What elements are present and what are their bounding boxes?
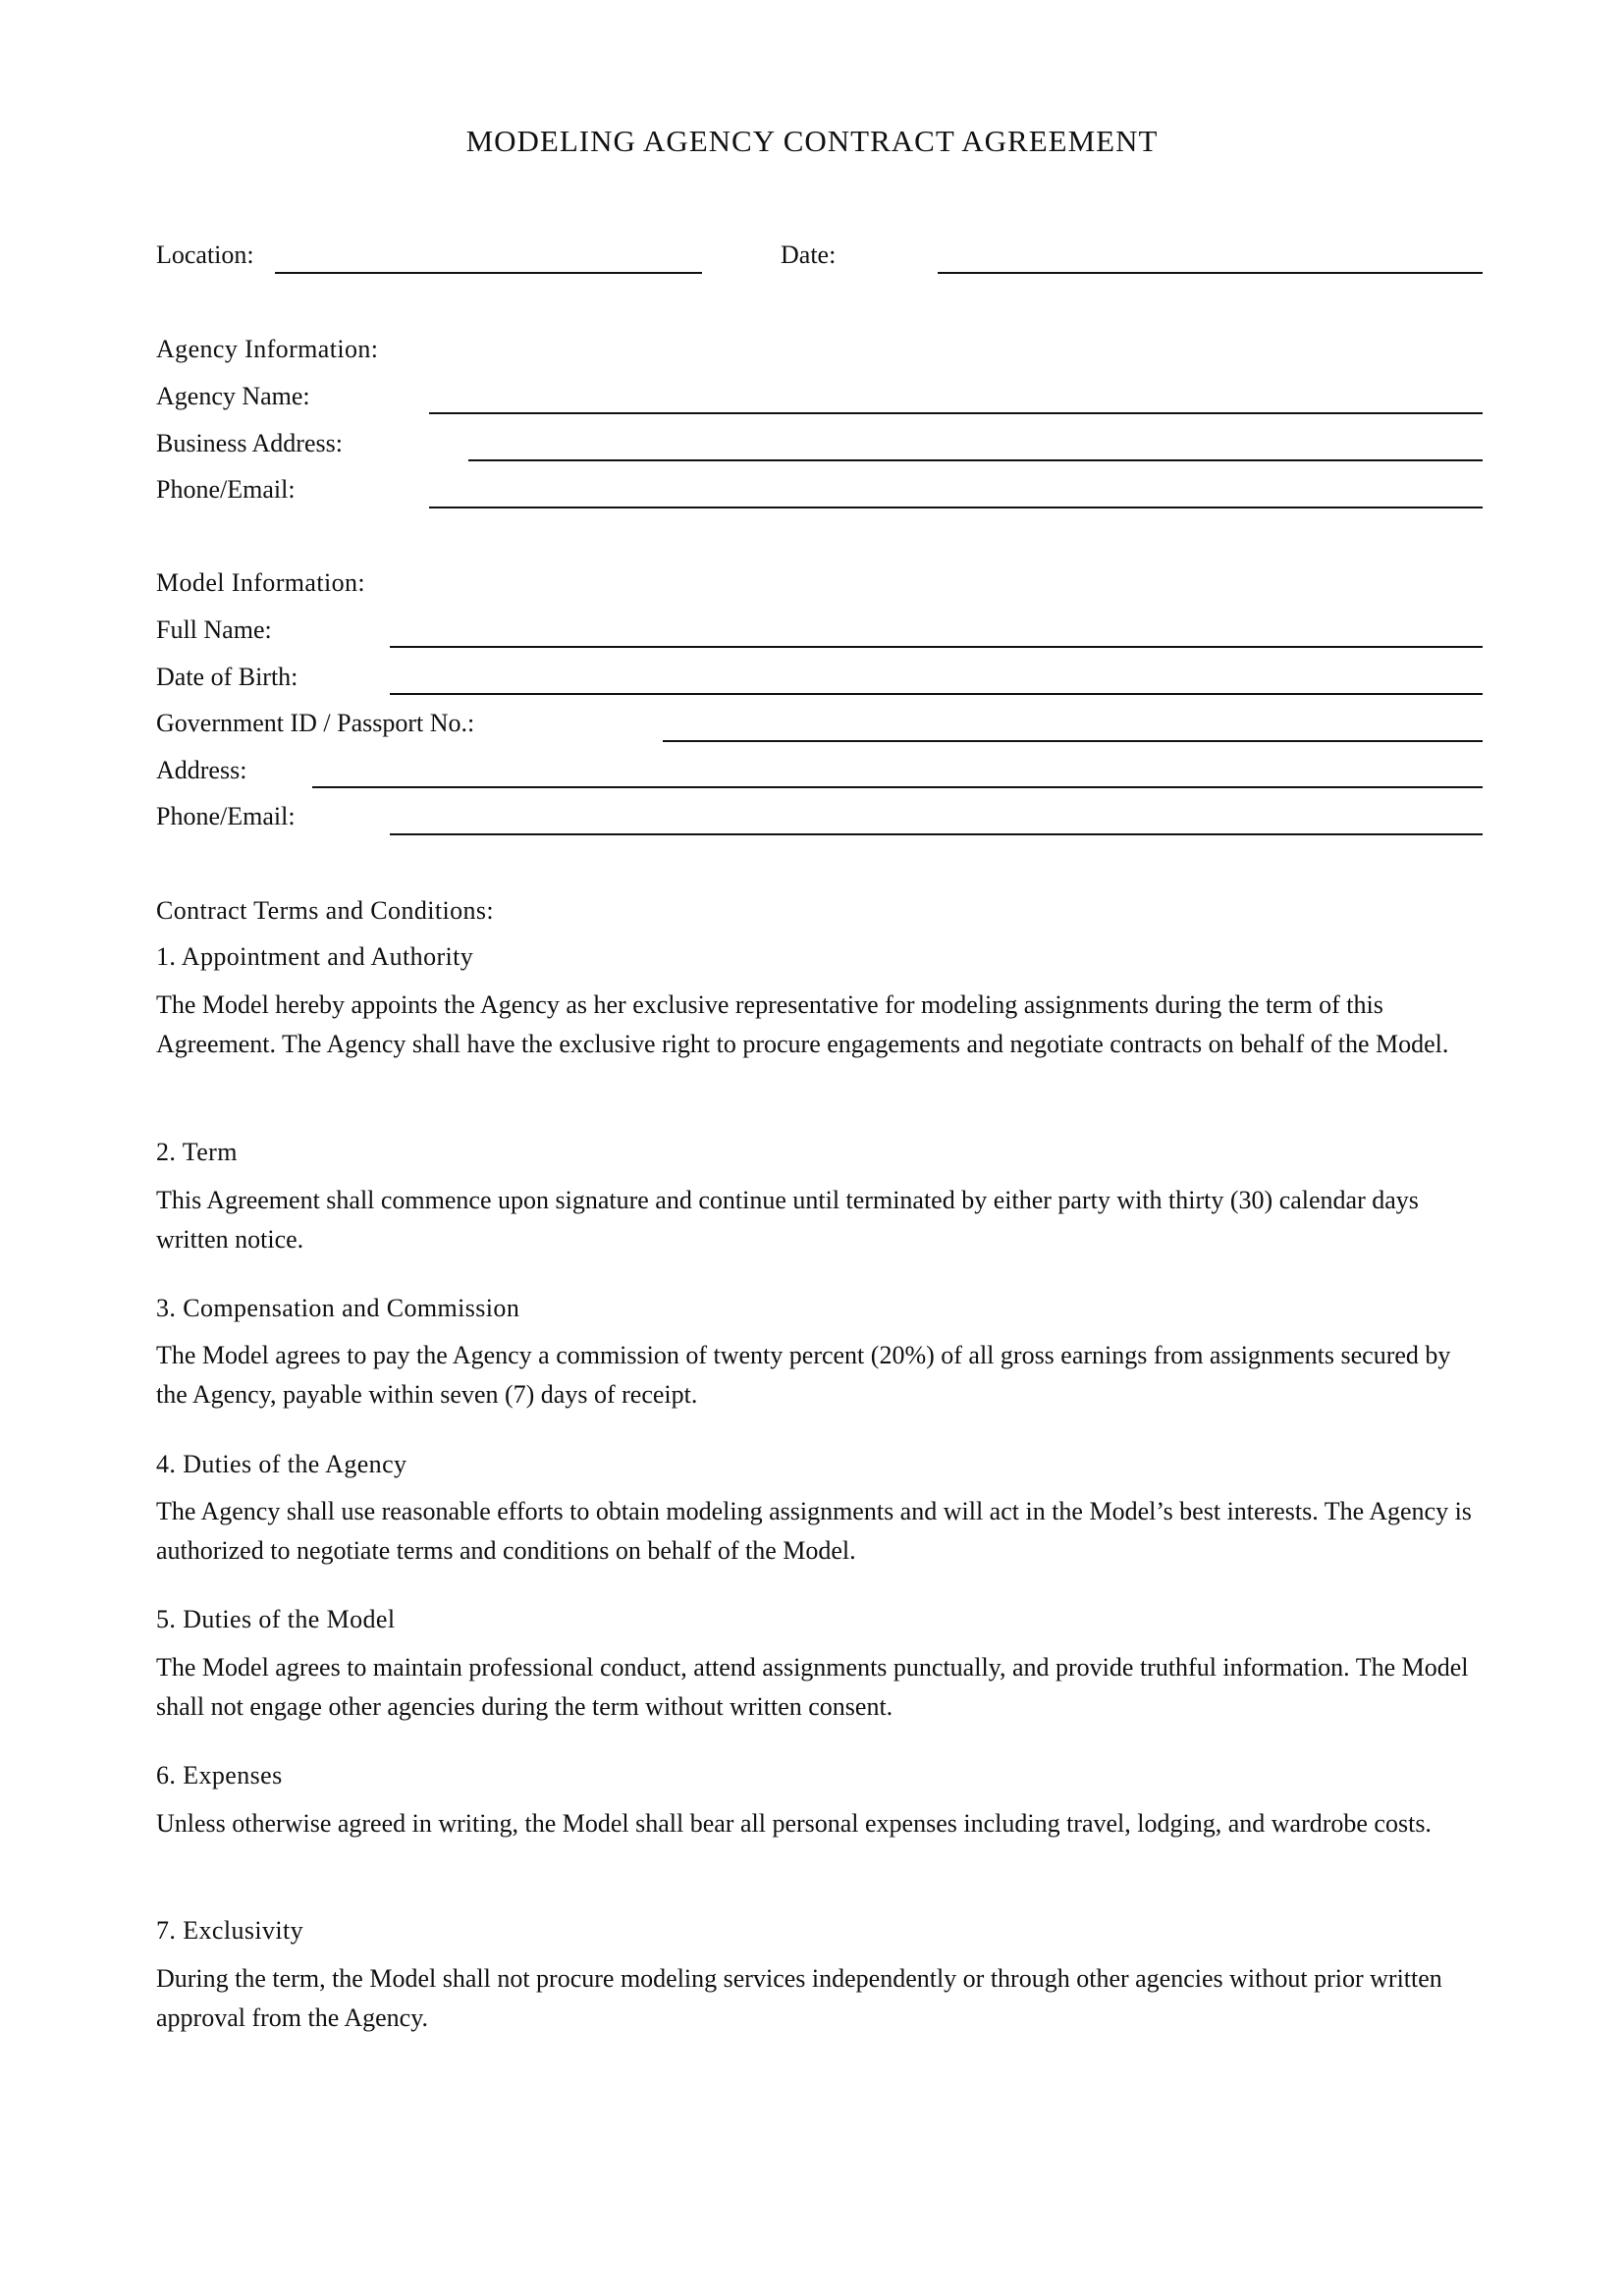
- agency-contact-label: Phone/Email:: [156, 475, 296, 504]
- business-address-blank-line[interactable]: [468, 459, 1483, 461]
- contract-terms-heading: Contract Terms and Conditions:: [156, 896, 495, 925]
- section-body-text: This Agreement shall commence upon signature and continue until terminated by either party with thirty (30) calendar days written notice.: [156, 1186, 1419, 1254]
- agency-info-heading: Agency Information:: [156, 335, 379, 363]
- section-body: [156, 986, 1477, 1064]
- section-body: [156, 1648, 1477, 1727]
- section-body: [156, 1492, 1477, 1571]
- section-heading: 5. Duties of the Model: [156, 1605, 396, 1633]
- model-info-heading: Model Information:: [156, 568, 365, 597]
- section-heading: 1. Appointment and Authority: [156, 942, 474, 971]
- section-heading: 4. Duties of the Agency: [156, 1450, 407, 1478]
- section-body-text: The Model agrees to maintain professional conduct, attend assignments punctually, and provide truthful information. The Model shall not engage other agencies during the term without written consent.: [156, 1653, 1469, 1721]
- location-label: Location:: [156, 240, 254, 269]
- agency-contact-blank-line[interactable]: [429, 507, 1483, 508]
- full-name-blank-line[interactable]: [390, 646, 1483, 648]
- date-blank-line[interactable]: [938, 272, 1483, 274]
- location-blank-line[interactable]: [275, 272, 702, 274]
- section-body: [156, 1181, 1477, 1259]
- agency-name-label: Agency Name:: [156, 382, 310, 410]
- section-heading: 2. Term: [156, 1138, 238, 1166]
- date-of-birth-label: Date of Birth:: [156, 663, 298, 691]
- model-contact-label: Phone/Email:: [156, 802, 296, 830]
- agency-name-blank-line[interactable]: [429, 412, 1483, 414]
- section-body: [156, 1336, 1477, 1415]
- date-of-birth-blank-line[interactable]: [390, 693, 1483, 695]
- document-title: MODELING AGENCY CONTRACT AGREEMENT: [465, 124, 1159, 158]
- section-heading: 7. Exclusivity: [156, 1916, 304, 1945]
- section-body-text: The Agency shall use reasonable efforts to obtain modeling assignments and will act in the Model’s best interests. The Agency is authorized to negotiate terms and conditions on behalf of the Model.: [156, 1497, 1472, 1565]
- section-heading: 3. Compensation and Commission: [156, 1294, 520, 1322]
- government-id-blank-line[interactable]: [663, 740, 1483, 742]
- section-body: [156, 1804, 1477, 1843]
- model-contact-blank-line[interactable]: [390, 833, 1483, 835]
- section-body-text: The Model agrees to pay the Agency a commission of twenty percent (20%) of all gross earnings from assignments secured by the Agency, payable within seven (7) days of receipt.: [156, 1341, 1451, 1409]
- model-address-label: Address:: [156, 756, 247, 784]
- section-body-text: Unless otherwise agreed in writing, the Model shall bear all personal expenses including travel, lodging, and wardrobe costs.: [156, 1809, 1432, 1838]
- full-name-label: Full Name:: [156, 615, 272, 644]
- model-address-blank-line[interactable]: [312, 786, 1483, 788]
- section-heading: 6. Expenses: [156, 1761, 283, 1789]
- section-body: [156, 1959, 1477, 2038]
- section-body-text: During the term, the Model shall not procure modeling services independently or through other agencies without prior written approval from the Agency.: [156, 1964, 1442, 2032]
- government-id-label: Government ID / Passport No.:: [156, 709, 475, 737]
- business-address-label: Business Address:: [156, 429, 343, 457]
- date-label: Date:: [781, 240, 837, 269]
- section-body-text: The Model hereby appoints the Agency as her exclusive representative for modeling assignments during the term of this Agreement. The Agency shall have the exclusive right to procure engagements and negotiate contracts on behalf of the Model.: [156, 990, 1449, 1058]
